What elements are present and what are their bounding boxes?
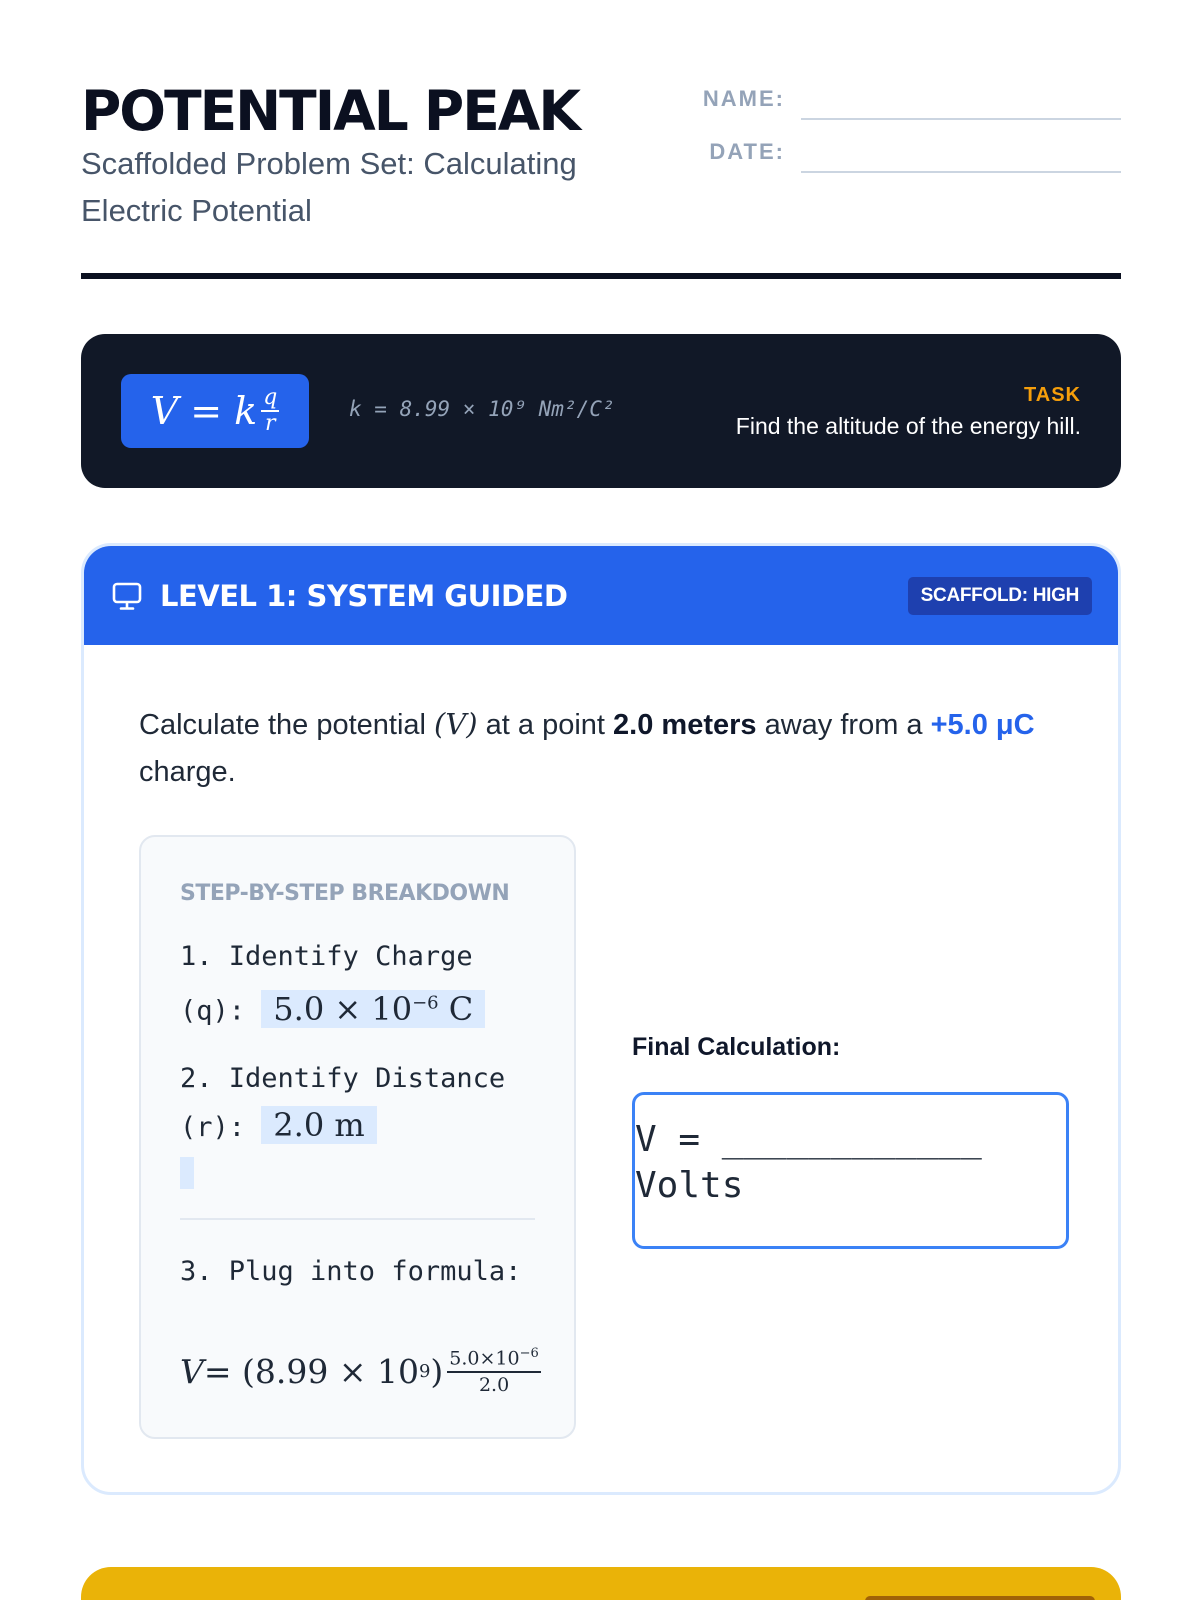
step-1-label: 1. Identify Charge (q): [180, 941, 473, 1027]
problem-prompt [139, 701, 1059, 796]
prompt-charge: +5.0 μC [930, 709, 1035, 741]
prompt-text-2: at a point [477, 709, 614, 741]
date-field[interactable] [801, 171, 1121, 173]
step-1-value-base: 5.0 × 10 [273, 989, 413, 1028]
scaffold-badge: SCAFFOLD: HIGH [908, 577, 1092, 615]
formula-bar [81, 334, 1121, 488]
answer-text: V = ____________ Volts [635, 1119, 982, 1206]
coulomb-constant: k = 8.99 × 10⁹ Nm²/C² [349, 397, 615, 421]
monitor-icon [112, 581, 142, 611]
formula-lhs: V = k [150, 389, 258, 433]
step-1-value [261, 990, 485, 1028]
prompt-variable: (V) [434, 707, 478, 741]
steps-divider [180, 1218, 535, 1220]
level-1-header [84, 546, 1118, 645]
level-2-card [81, 1567, 1121, 1600]
task-text: Find the altitude of the energy hill. [735, 413, 1081, 439]
step-1-value-exponent: −6 [412, 992, 439, 1013]
formula-fraction [261, 387, 279, 435]
step-2 [180, 1056, 550, 1151]
worksheet-header [81, 80, 1121, 280]
prompt-text-1: Calculate the potential [139, 709, 435, 741]
page-subtitle: Scaffolded Problem Set: Calculating Electric Potential [81, 146, 577, 228]
name-field-row [681, 84, 1121, 137]
prompt-text-4: charge. [139, 756, 236, 788]
formula-denominator: r [264, 411, 276, 436]
formula-numerator: q [263, 385, 278, 410]
date-field-row [681, 137, 1121, 190]
step-3-numerator-base: 5.0×10 [449, 1347, 520, 1370]
step-1-value-unit: C [438, 989, 474, 1028]
level-1-card [81, 543, 1121, 1495]
name-label: NAME: [702, 86, 785, 111]
formula-chip [121, 374, 309, 448]
step-3-denominator: 2.0 [478, 1374, 510, 1397]
step-3-lhs: V [180, 1352, 204, 1392]
header-divider [81, 273, 1121, 279]
step-3-exponent: 9 [418, 1361, 431, 1383]
step-3-fraction [447, 1347, 541, 1396]
step-3-formula [180, 1347, 541, 1396]
step-3-numerator [447, 1347, 541, 1373]
name-field[interactable] [801, 118, 1121, 120]
task-label: TASK [1024, 384, 1081, 406]
step-breakdown-panel [139, 835, 576, 1439]
answer-box[interactable] [632, 1092, 1069, 1249]
task-box [736, 384, 1081, 440]
step-3-eq: = (8.99 × 10 [203, 1352, 419, 1392]
step-1 [180, 934, 550, 1035]
step-3-close: ) [430, 1352, 444, 1392]
final-calculation-label: Final Calculation: [632, 1033, 841, 1061]
page-title: POTENTIAL PEAK [81, 79, 579, 143]
prompt-text-3: away from a [756, 709, 931, 741]
highlight-stub [180, 1157, 194, 1189]
step-3: 3. Plug into formula: [180, 1256, 522, 1287]
level-2-badge [865, 1596, 1095, 1600]
steps-heading: STEP-BY-STEP BREAKDOWN [180, 881, 510, 906]
date-label: DATE: [709, 139, 785, 164]
student-fields [681, 84, 1121, 190]
step-2-label: 2. Identify Distance (r): [180, 1063, 506, 1143]
step-3-numerator-exponent: −6 [519, 1346, 539, 1361]
level-1-title: LEVEL 1: SYSTEM GUIDED [160, 579, 568, 613]
prompt-distance: 2.0 meters [613, 709, 757, 741]
step-2-value: 2.0 m [261, 1106, 376, 1144]
